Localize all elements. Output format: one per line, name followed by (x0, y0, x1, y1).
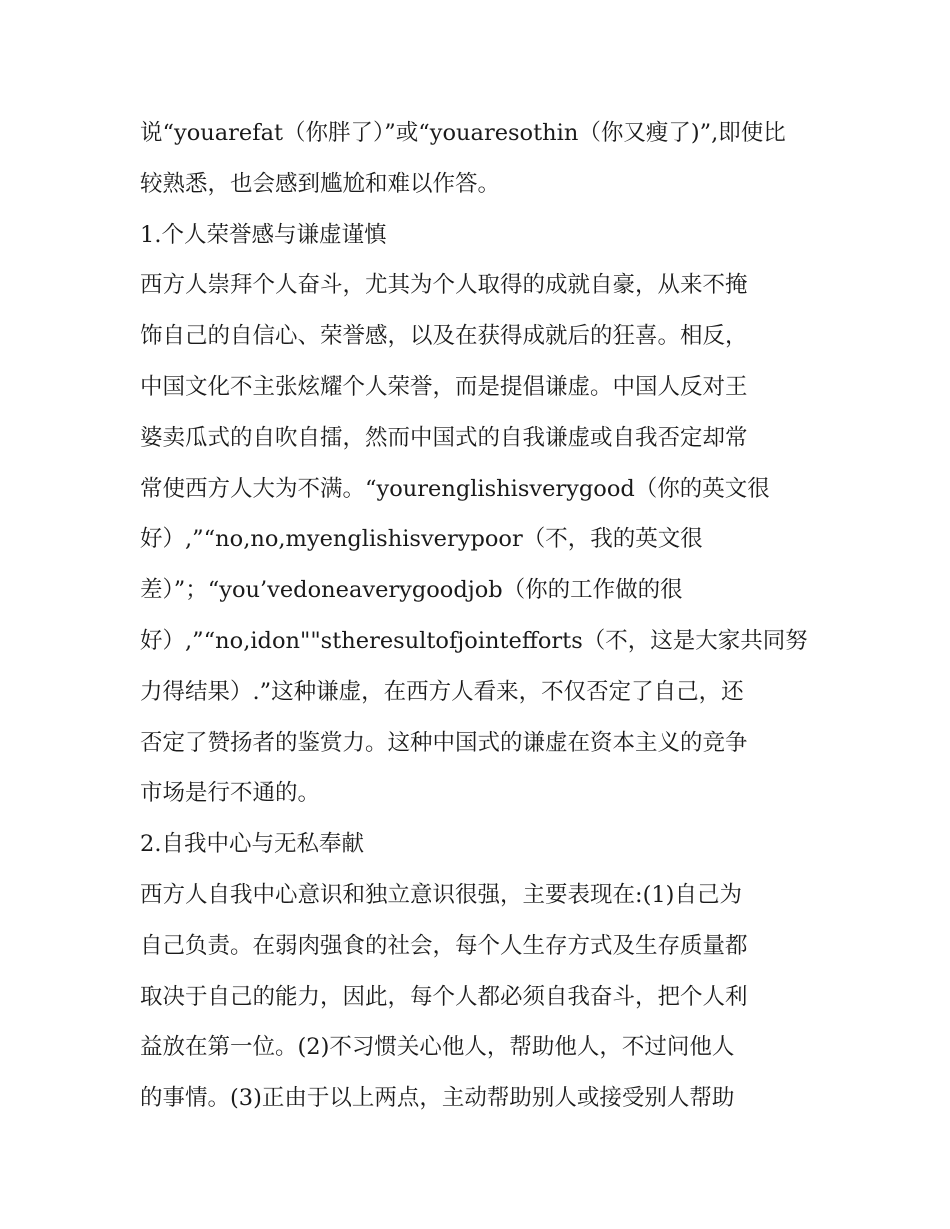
text-line: 较熟悉，也会感到尴尬和难以作答。 (140, 170, 501, 197)
text-line: 常使西方人大为不满。“yourenglishisverygood（你的英文很 (140, 475, 770, 502)
text-line: 力得结果）.”这种谦虚，在西方人看来，不仅否定了自己，还 (140, 678, 744, 705)
text-line: 西方人崇拜个人奋斗，尤其为个人取得的成就自豪，从来不掩 (140, 272, 748, 299)
text-line: 自己负责。在弱肉强食的社会，每个人生存方式及生存质量都 (140, 932, 748, 959)
text-line: 益放在第一位。(2)不习惯关心他人，帮助他人，不过问他人 (140, 1034, 735, 1061)
section-heading: 2.自我中心与无私奉献 (140, 831, 364, 858)
document-body (140, 108, 820, 1124)
text-line: 市场是行不通的。 (140, 780, 321, 807)
section-heading: 1.个人荣誉感与谦虚谨慎 (140, 221, 387, 248)
text-line: 婆卖瓜式的自吹自擂，然而中国式的自我谦虚或自我否定却常 (140, 424, 748, 451)
text-line: 好）,”“no,no,myenglishisverypoor（不，我的英文很 (140, 526, 703, 553)
text-line: 说“youarefat（你胖了）”或“youaresothin（你又瘦了)”,即使比 (140, 120, 786, 146)
text-line: 西方人自我中心意识和独立意识很强，主要表现在:(1)自己为 (140, 881, 742, 908)
text-line: 取决于自己的能力，因此，每个人都必须自我奋斗，把个人利 (140, 983, 748, 1010)
text-line: 的事情。(3)正由于以上两点，主动帮助别人或接受别人帮助 (140, 1085, 735, 1112)
text-line: 否定了赞扬者的鉴赏力。这种中国式的谦虚在资本主义的竞争 (140, 729, 748, 756)
text-line: 中国文化不主张炫耀个人荣誉，而是提倡谦虚。中国人反对王 (140, 373, 748, 400)
text-line: 差）”；“you’vedoneaverygoodjob（你的工作做的很 (140, 577, 683, 604)
text-line: 饰自己的自信心、荣誉感，以及在获得成就后的狂喜。相反， (140, 323, 748, 350)
text-line: 好）,”“no,idon""stheresultofjointefforts（不，这是大家共同努 (140, 627, 808, 654)
